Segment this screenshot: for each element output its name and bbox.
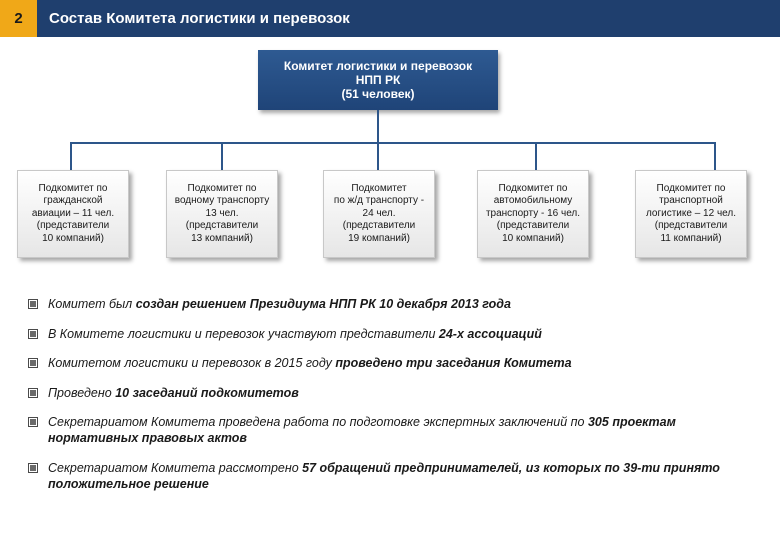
sub-line: (представители	[342, 220, 416, 232]
subcommittee-logistics	[635, 170, 747, 258]
sub-line: Подкомитет по	[187, 182, 257, 194]
sub-line: (представители	[496, 220, 570, 232]
sub-line: Подкомитет по	[38, 182, 108, 194]
sub-line: авиации – 11 чел.	[31, 207, 115, 219]
bullet-bold: проведено три заседания Комитета	[335, 356, 572, 370]
checkbox-bullet-icon	[28, 358, 38, 368]
bullet-text: Секретариатом Комитета рассмотрено	[48, 461, 303, 475]
sub-line: Подкомитет по	[498, 182, 568, 194]
bullet-bold: создан решением Президиума НПП РК 10 декабря 2013 года	[135, 297, 511, 311]
committee-box	[258, 50, 498, 110]
connector-drop-3	[377, 142, 379, 170]
bullet-text: Комитет был	[48, 297, 136, 311]
sub-line: 11 компаний)	[660, 232, 722, 244]
committee-name: Комитет логистики и перевозок	[283, 59, 473, 73]
connector-horizontal	[70, 142, 716, 144]
bullet-bold: 24-х ассоциаций	[438, 327, 542, 341]
sub-line: по ж/д транспорту -	[333, 195, 425, 207]
sub-line: 13 чел.	[205, 207, 239, 219]
sub-line: 10 компаний)	[502, 232, 564, 244]
subcommittee-water	[166, 170, 278, 258]
sub-line: автомобильному	[493, 195, 573, 207]
slide-number: 2	[0, 0, 37, 37]
page-title: Состав Комитета логистики и перевозок	[49, 10, 350, 27]
bullet-text: В Комитете логистики и перевозок участвуют представители	[48, 327, 439, 341]
sub-line: логистике – 12 чел.	[645, 207, 737, 219]
sub-line: (представители	[654, 220, 728, 232]
bullet-text: Комитетом логистики и перевозок в 2015 году	[48, 356, 336, 370]
committee-size: (51 человек)	[341, 87, 415, 101]
header-bar	[0, 0, 780, 37]
checkbox-bullet-icon	[28, 463, 38, 473]
sub-line: водному транспорту	[174, 195, 270, 207]
bullet-bold: 10 заседаний подкомитетов	[115, 386, 299, 400]
sub-line: 19 компаний)	[348, 232, 410, 244]
committee-org: НПП РК	[355, 73, 401, 87]
sub-line: гражданской	[43, 195, 103, 207]
subcommittee-road	[477, 170, 589, 258]
checkbox-bullet-icon	[28, 417, 38, 427]
sub-line: транспорту - 16 чел.	[485, 207, 581, 219]
sub-line: Подкомитет по	[656, 182, 726, 194]
checkbox-bullet-icon	[28, 329, 38, 339]
sub-line: 10 компаний)	[42, 232, 104, 244]
connector-vertical-main	[377, 110, 379, 143]
connector-drop-4	[535, 142, 537, 170]
connector-drop-2	[221, 142, 223, 170]
bullet-text: Секретариатом Комитета проведена работа по подготовке экспертных заключений по	[48, 415, 588, 429]
checkbox-bullet-icon	[28, 388, 38, 398]
connector-drop-5	[714, 142, 716, 170]
connector-drop-1	[70, 142, 72, 170]
sub-line: (представители	[185, 220, 259, 232]
sub-line: (представители	[36, 220, 110, 232]
sub-line: Подкомитет	[351, 182, 407, 194]
bullet-bold: 305 проектам нормативных правовых актов	[48, 415, 676, 445]
subcommittee-rail	[323, 170, 435, 258]
bullet-text: Проведено	[48, 386, 116, 400]
sub-line: 24 чел.	[362, 207, 396, 219]
bullet-bold: 57 обращений предпринимателей, из которых по 39-ти принято положительное решение	[48, 461, 720, 491]
checkbox-bullet-icon	[28, 299, 38, 309]
subcommittee-aviation	[17, 170, 129, 258]
sub-line: 13 компаний)	[191, 232, 253, 244]
sub-line: транспортной	[659, 195, 723, 207]
